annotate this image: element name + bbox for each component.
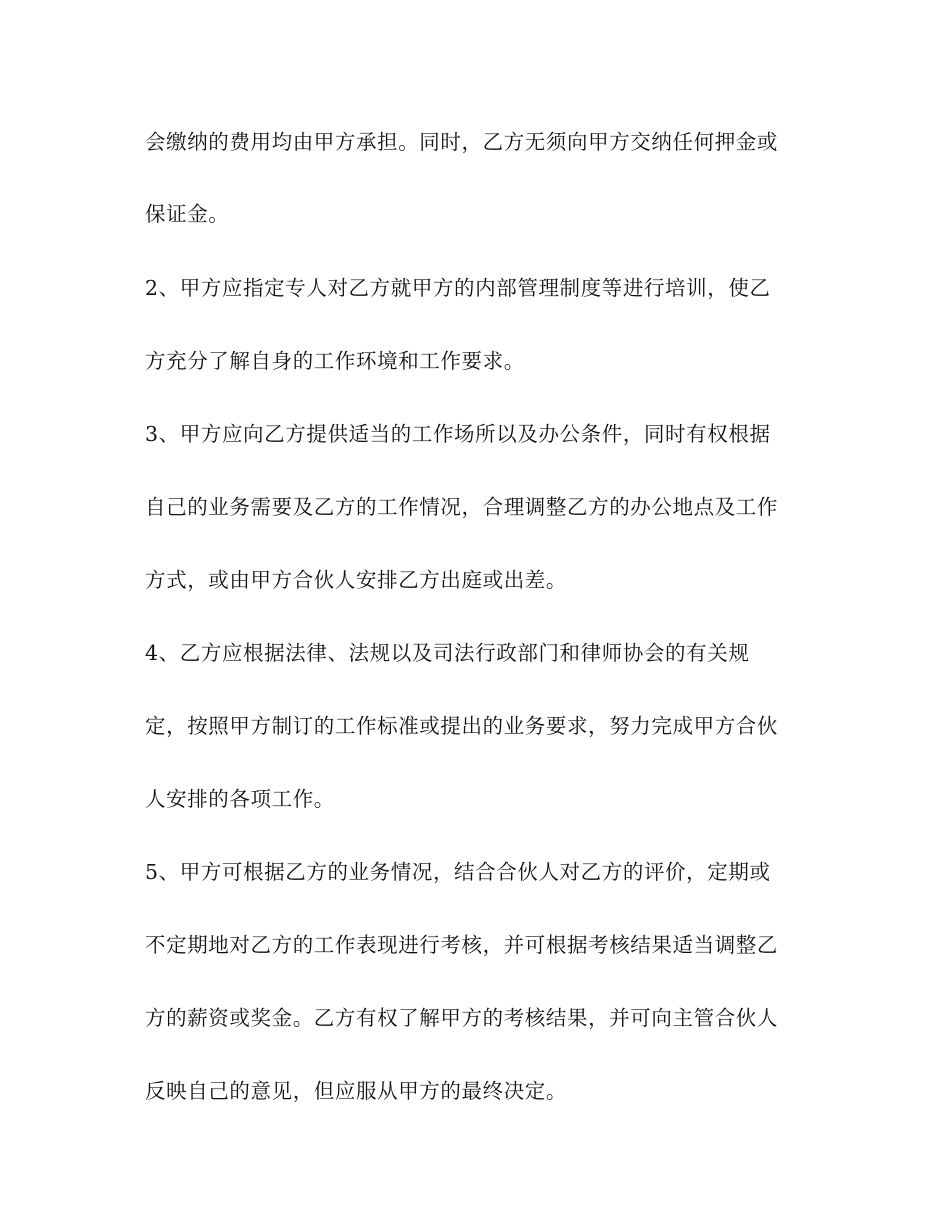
text-line: 反映自己的意见，但应服从甲方的最终决定。 bbox=[145, 1079, 567, 1103]
text-line: 会缴纳的费用均由甲方承担。同时，乙方无须向甲方交纳任何押金或 bbox=[145, 130, 778, 154]
text-line: 5、甲方可根据乙方的业务情况，结合合伙人对乙方的评价，定期或 bbox=[145, 860, 771, 884]
text-line: 3、甲方应向乙方提供适当的工作场所以及办公条件，同时有权根据 bbox=[145, 422, 771, 446]
text-line: 人安排的各项工作。 bbox=[145, 787, 335, 811]
text-line: 保证金。 bbox=[145, 202, 230, 226]
text-line: 不定期地对乙方的工作表现进行考核，并可根据考核结果适当调整乙 bbox=[145, 933, 778, 957]
text-line: 2、甲方应指定专人对乙方就甲方的内部管理制度等进行培训，使乙 bbox=[145, 276, 771, 300]
text-line: 方式，或由甲方合伙人安排乙方出庭或出差。 bbox=[145, 568, 567, 592]
text-line: 4、乙方应根据法律、法规以及司法行政部门和律师协会的有关规 bbox=[145, 641, 750, 665]
text-line: 定，按照甲方制订的工作标准或提出的业务要求，努力完成甲方合伙 bbox=[145, 714, 778, 738]
text-line: 方的薪资或奖金。乙方有权了解甲方的考核结果，并可向主管合伙人 bbox=[145, 1006, 778, 1030]
text-line: 自己的业务需要及乙方的工作情况，合理调整乙方的办公地点及工作 bbox=[145, 495, 778, 519]
text-line: 方充分了解自身的工作环境和工作要求。 bbox=[145, 349, 525, 373]
